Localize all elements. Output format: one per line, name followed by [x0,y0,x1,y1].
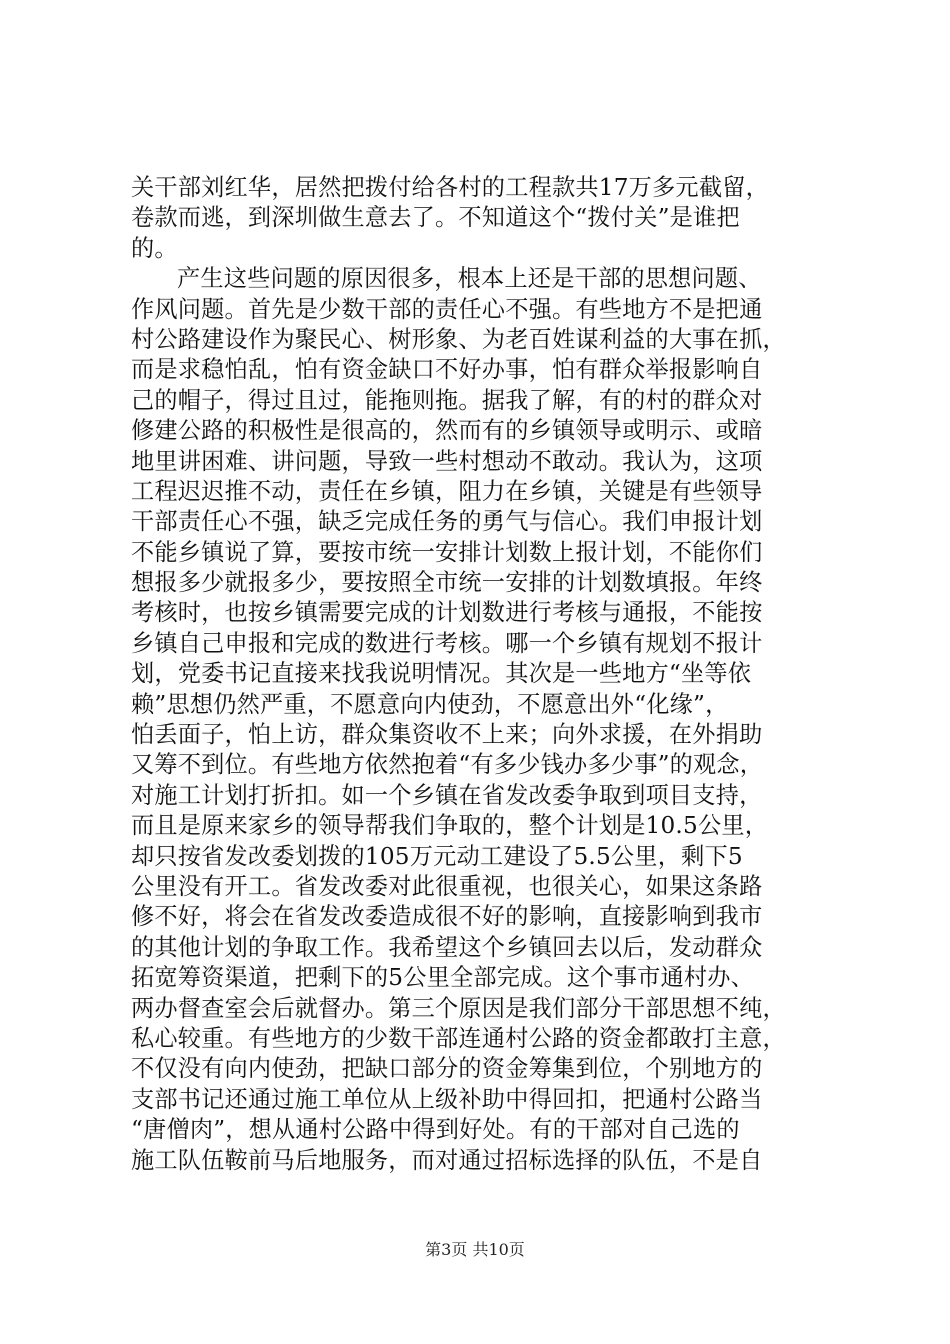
text-line: 私心较重。有些地方的少数干部连通村公路的资金都敢打主意， [131,1024,786,1052]
text-line: 修不好，将会在省发改委造成很不好的影响，直接影响到我市 [131,903,763,931]
text-line: 己的帽子，得过且过，能拖则拖。据我了解，有的村的群众对 [131,386,763,414]
text-line: 又筹不到位。有些地方依然抱着“有多少钱办多少事”的观念， [131,751,764,779]
text-line: 关干部刘红华，居然把拨付给各村的工程款共17万多元截留， [131,174,769,201]
text-line: 拓宽筹资渠道，把剩下的5公里全部完成。这个事市通村办、 [131,964,755,992]
text-line: 乡镇自己申报和完成的数进行考核。哪一个乡镇有规划不报计 [131,629,763,657]
text-line: 想报多少就报多少，要按照全市统一安排的计划数填报。年终 [131,569,763,597]
text-line: 地里讲困难、讲问题，导致一些村想动不敢动。我认为，这项 [131,447,763,475]
page-number-footer: 第3页 共10页 [425,1240,525,1259]
text-line: 施工队伍鞍前马后地服务，而对通过招标选择的队伍，不是自 [131,1146,763,1174]
text-line: 修建公路的积极性是很高的，然而有的乡镇领导或明示、或暗 [131,417,763,445]
text-line: 的其他计划的争取工作。我希望这个乡镇回去以后，发动群众 [131,933,763,961]
text-line: 的。 [131,234,178,262]
text-line: 村公路建设作为聚民心、树形象、为老百姓谋利益的大事在抓， [131,325,786,353]
text-line: 却只按省发改委划拨的105万元动工建设了5.5公里，剩下5 [131,842,743,870]
document-body [131,173,843,1176]
text-line: 怕丢面子，怕上访，群众集资收不上来；向外求援，在外捐助 [131,721,763,749]
text-line: 考核时，也按乡镇需要完成的计划数进行考核与通报，不能按 [131,599,763,627]
paragraph-first-line: 产生这些问题的原因很多，根本上还是干部的思想问题、 [177,265,762,293]
text-line: 工程迟迟推不动，责任在乡镇，阻力在乡镇，关键是有些领导 [131,477,763,505]
text-line: 支部书记还通过施工单位从上级补助中得回扣，把通村公路当 [131,1085,763,1113]
text-line: 而且是原来家乡的领导帮我们争取的，整个计划是10.5公里， [131,812,769,840]
text-line: 赖”思想仍然严重，不愿意向内使劲，不愿意出外“化缘”， [131,690,729,718]
text-line: 不仅没有向内使劲，把缺口部分的资金筹集到位，个别地方的 [131,1055,763,1083]
text-line: “唐僧肉”，想从通村公路中得到好处。有的干部对自己选的 [131,1116,740,1144]
text-line: 而是求稳怕乱，怕有资金缺口不好办事，怕有群众举报影响自 [131,356,763,384]
text-line: 干部责任心不强，缺乏完成任务的勇气与信心。我们申报计划 [131,508,763,536]
text-line: 对施工计划打折扣。如一个乡镇在省发改委争取到项目支持， [131,781,763,809]
text-line: 不能乡镇说了算，要按市统一安排计划数上报计划，不能你们 [131,538,763,566]
text-line: 卷款而逃，到深圳做生意去了。不知道这个“拨付关”是谁把 [131,204,740,232]
text-line: 公里没有开工。省发改委对此很重视，也很关心，如果这条路 [131,872,763,900]
text-line: 划，党委书记直接来找我说明情况。其次是一些地方“坐等依 [131,660,752,688]
text-line: 作风问题。首先是少数干部的责任心不强。有些地方不是把通 [131,295,763,323]
text-line: 两办督查室会后就督办。第三个原因是我们部分干部思想不纯， [131,994,786,1022]
